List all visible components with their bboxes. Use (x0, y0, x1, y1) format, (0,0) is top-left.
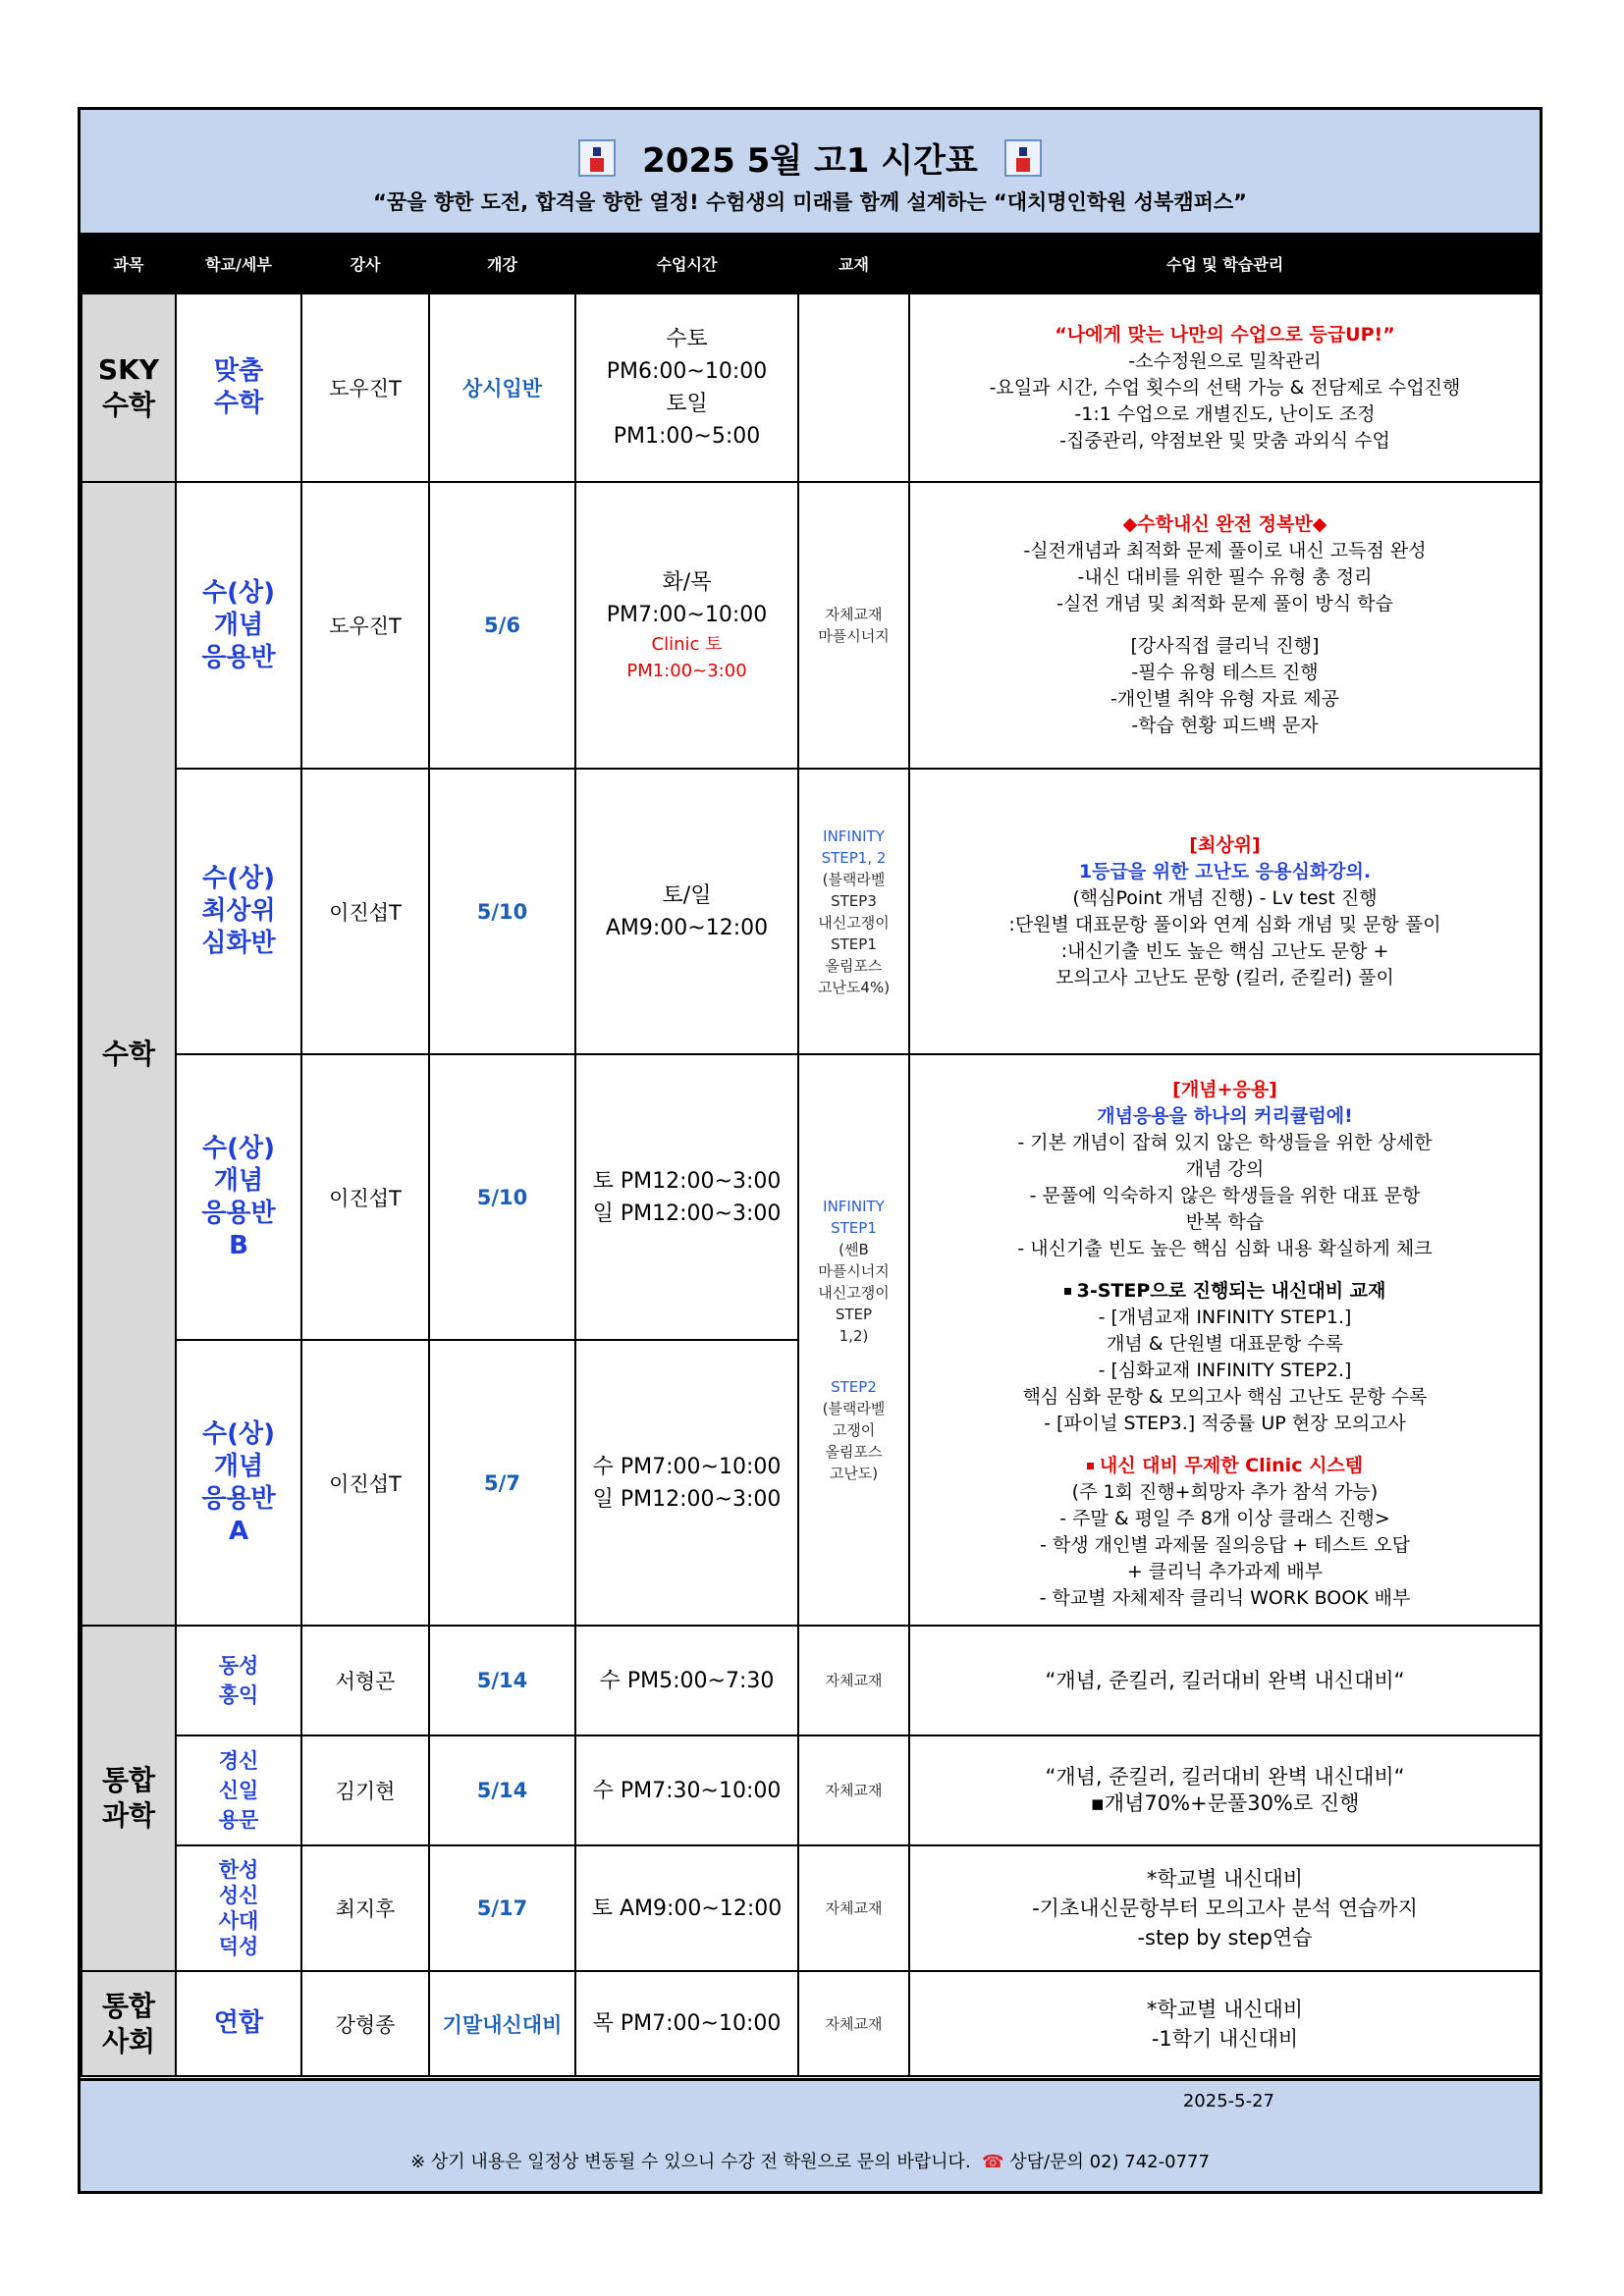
bullet-square-icon (1087, 1463, 1094, 1469)
start-date: 5/14 (429, 1626, 575, 1735)
header (81, 110, 1540, 236)
table-row (81, 1054, 1541, 1340)
start-date: 기말내신대비 (429, 1971, 575, 2076)
table-header-row (81, 234, 1541, 294)
column-header: 수업시간 (575, 234, 798, 294)
table-row (81, 1845, 1541, 1971)
table-row (81, 769, 1541, 1054)
column-header: 교재 (798, 234, 909, 294)
start-date: 상시입반 (429, 294, 575, 482)
column-header: 강사 (301, 234, 429, 294)
start-date: 5/7 (429, 1340, 575, 1626)
class-name: 동성 홍익 (176, 1626, 301, 1735)
class-time: 수 PM7:30~10:00 (575, 1735, 798, 1845)
class-time: 수 PM7:00~10:00 일 PM12:00~3:00 (575, 1340, 798, 1626)
start-date: 5/14 (429, 1735, 575, 1845)
class-time: 수토 PM6:00~10:00 토일 PM1:00~5:00 (575, 294, 798, 482)
subject-cell: SKY 수학 (81, 294, 176, 482)
management-notes: “개념, 준킬러, 킬러대비 완벽 내신대비“ ▪개념70%+문풀30%로 진행 (909, 1735, 1541, 1845)
table-row (81, 1735, 1541, 1845)
start-date: 5/10 (429, 1054, 575, 1340)
table-row (81, 294, 1541, 482)
management-notes: *학교별 내신대비 -기초내신문항부터 모의고사 분석 연습까지 -step by step연습 (909, 1845, 1541, 1971)
teacher-name: 최지후 (301, 1845, 429, 1971)
class-name: 수(상) 개념 응용반 B (176, 1054, 301, 1340)
textbook (798, 294, 909, 482)
timetable-frame (78, 107, 1543, 2194)
subject-cell: 통합 사회 (81, 1971, 176, 2076)
teacher-name: 강형종 (301, 1971, 429, 2076)
class-name: 경신 신일 용문 (176, 1735, 301, 1845)
column-header: 학교/세부 (176, 234, 301, 294)
teacher-name: 이진섭T (301, 1340, 429, 1626)
phone-icon: ☎ (982, 2152, 1004, 2172)
class-name: 한성 성신 사대 덕성 (176, 1845, 301, 1971)
page-title: 2025 5월 고1 시간표 (642, 141, 978, 181)
class-name: 수(상) 개념 응용반 A (176, 1340, 301, 1626)
subject-cell: 통합 과학 (81, 1626, 176, 1971)
bullet-square-icon (1064, 1288, 1071, 1295)
textbook: INFINITY STEP1, 2 (블랙라벨 STEP3 내신고쟁이 STEP1 올림포스 고난도4%) (798, 769, 909, 1054)
footer-notice: ※ 상기 내용은 일정상 변동될 수 있으니 수강 전 학원으로 문의 바랍니다. ☎ 상담/문의 02) 742-0777 (410, 2152, 1210, 2172)
class-time: 수 PM5:00~7:30 (575, 1626, 798, 1735)
class-time: 화/목 PM7:00~10:00 Clinic 토 PM1:00~3:00 (575, 482, 798, 769)
start-date: 5/10 (429, 769, 575, 1054)
footer (81, 2078, 1540, 2191)
textbook: INFINITY STEP1 (쎈B 마플시너지 내신고쟁이 STEP 1,2) STEP2 (블랙라벨 고쟁이 올림포스 고난도) (798, 1054, 909, 1626)
class-name: 수(상) 개념 응용반 (176, 482, 301, 769)
management-notes: *학교별 내신대비 -1학기 내신대비 (909, 1971, 1541, 2076)
textbook: 자체교재 (798, 1626, 909, 1735)
subject-cell: 수학 (81, 482, 176, 1626)
clinic-time: Clinic 토 PM1:00~3:00 (626, 634, 747, 681)
management-notes: “나에게 맞는 나만의 수업으로 등급UP!” -소수정원으로 밀착관리 -요일과 시간, 수업 횟수의 선택 가능 & 전담제로 수업진행 -1:1 수업으로 개별진도, 난이도 조정 -집중관리, 약점보완 및 맞춤 과외식 수업 (909, 294, 1541, 482)
teacher-name: 이진섭T (301, 1054, 429, 1340)
academy-logo-icon (1004, 139, 1042, 177)
class-time: 토 PM12:00~3:00 일 PM12:00~3:00 (575, 1054, 798, 1340)
class-name: 연합 (176, 1971, 301, 2076)
class-time: 목 PM7:00~10:00 (575, 1971, 798, 2076)
teacher-name: 서형곤 (301, 1626, 429, 1735)
start-date: 5/17 (429, 1845, 575, 1971)
timetable (81, 233, 1542, 2077)
start-date: 5/6 (429, 482, 575, 769)
class-time: 토/일 AM9:00~12:00 (575, 769, 798, 1054)
management-notes: “개념, 준킬러, 킬러대비 완벽 내신대비“ (909, 1626, 1541, 1735)
class-time: 토 AM9:00~12:00 (575, 1845, 798, 1971)
teacher-name: 도우진T (301, 482, 429, 769)
management-notes: [개념+응용] 개념응용을 하나의 커리큘럼에! - 기본 개념이 잡혀 있지 않은 학생들을 위한 상세한 개념 강의 - 문풀에 익숙하지 않은 학생들을 위한 대표 문항 반복 학습 - 내신기출 빈도 높은 핵심 심화 내용 확실하게 체크 3-STEP으로 진행되는 내신대비 교재 - [개념교재 INFINITY STEP1.] 개념 & 단원별 대표문항 수록 - [심화교재 INFINITY STEP2.] 핵심 심화 문항 & 모의고사 핵심 고난도 문항 수록 - [파이널 STEP3.] 적중률 UP 현장 모의고사 내신 대비 무제한 Clinic 시스템 (주 1회 진행+희망자 추가 참석 가능) - 주말 & 평일 주 8개 이상 클래스 진행> - 학생 개인별 과제물 질의응답 + 테스트 오답 + 클리닉 추가과제 배부 - 학교별 자체제작 클리닉 WORK BOOK 배부 (909, 1054, 1541, 1626)
table-row (81, 1971, 1541, 2076)
contact-phone: 상담/문의 02) 742-0777 (1009, 2152, 1210, 2172)
class-name: 수(상) 최상위 심화반 (176, 769, 301, 1054)
page-subtitle: “꿈을 향한 도전, 합격을 향한 열정! 수험생의 미래를 함께 설계하는 “대치명인학원 성북캠퍼스” (373, 190, 1247, 214)
teacher-name: 도우진T (301, 294, 429, 482)
table-row (81, 482, 1541, 769)
textbook: 자체교재 (798, 1845, 909, 1971)
table-row (81, 1626, 1541, 1735)
issue-date: 2025-5-27 (1182, 2091, 1274, 2111)
column-header: 수업 및 학습관리 (909, 234, 1541, 294)
textbook: 자체교재 (798, 1971, 909, 2076)
textbook: 자체교재 마플시너지 (798, 482, 909, 769)
column-header: 개강 (429, 234, 575, 294)
teacher-name: 이진섭T (301, 769, 429, 1054)
academy-logo-icon (578, 139, 616, 177)
class-name: 맞춤 수학 (176, 294, 301, 482)
textbook: 자체교재 (798, 1735, 909, 1845)
management-notes: [최상위] 1등급을 위한 고난도 응용심화강의. (핵심Point 개념 진행) - Lv test 진행 :단원별 대표문항 풀이와 연계 심화 개념 및 문항 풀이 :내신기출 빈도 높은 핵심 고난도 문항 + 모의고사 고난도 문항 (킬러, 준킬러) 풀이 (909, 769, 1541, 1054)
column-header: 과목 (81, 234, 176, 294)
management-notes: ◆수학내신 완전 정복반◆ -실전개념과 최적화 문제 풀이로 내신 고득점 완성 -내신 대비를 위한 필수 유형 총 정리 -실전 개념 및 최적화 문제 풀이 방식 학습 [강사직접 클리닉 진행] -필수 유형 테스트 진행 -개인별 취약 유형 자료 제공 -학습 현황 피드백 문자 (909, 482, 1541, 769)
teacher-name: 김기현 (301, 1735, 429, 1845)
